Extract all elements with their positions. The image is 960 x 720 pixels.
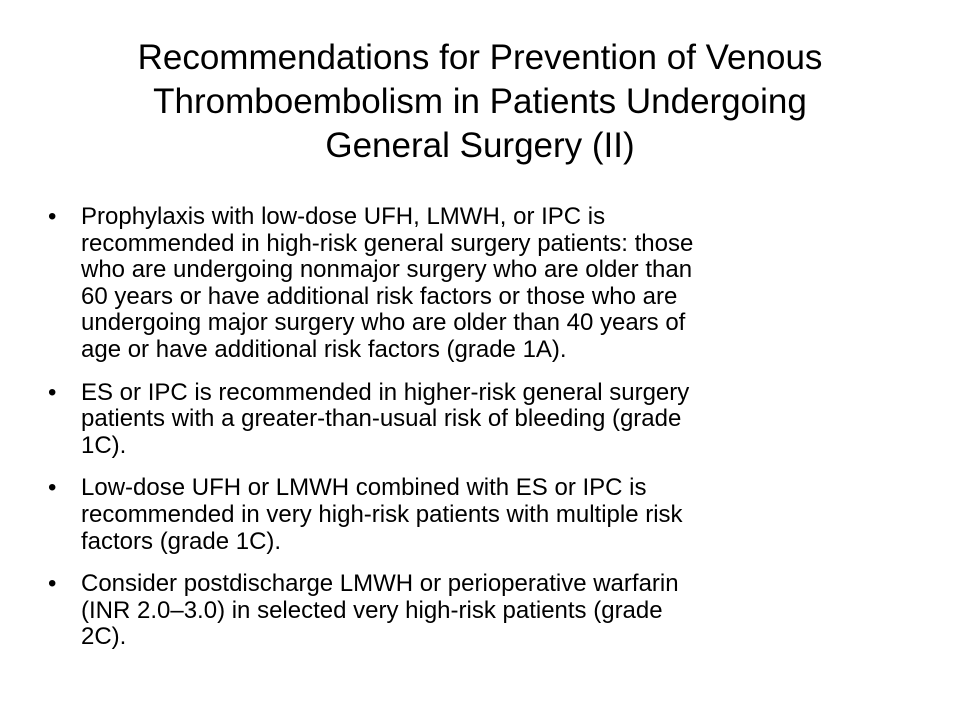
slide-title-line: Thromboembolism in Patients Undergoing: [153, 82, 807, 121]
slide-title-line: General Surgery (II): [325, 126, 635, 165]
bullet-text-line: Prophylaxis with low-dose UFH, LMWH, or IPC is: [81, 203, 606, 230]
bullet-icon: •: [48, 378, 57, 406]
bullet-text-line: recommended in high-risk general surgery patients: those: [81, 229, 694, 257]
bullet-text-line: Low-dose UFH or LMWH combined with ES or IPC is: [81, 474, 647, 502]
slide-title: [40, 36, 920, 168]
slide-title-line: Recommendations for Prevention of Venous: [137, 38, 823, 77]
bullet-text-line: recommended in very high-risk patients with multiple risk: [81, 500, 683, 528]
bullet-icon: •: [48, 474, 57, 502]
bullet-text-line: ES or IPC is recommended in higher-risk general surgery: [81, 378, 690, 406]
bullet-text-line: 2C).: [81, 623, 127, 651]
bullet-item: [48, 204, 918, 364]
bullet-item: [48, 380, 918, 460]
bullet-text-line: patients with a greater-than-usual risk of bleeding (grade: [81, 405, 682, 433]
bullet-text-line: 60 years or have additional risk factors or those who are: [81, 282, 678, 310]
bullet-text-line: undergoing major surgery who are older than 40 years of: [81, 309, 686, 337]
bullet-text-line: age or have additional risk factors (grade 1A).: [81, 335, 567, 363]
bullet-icon: •: [48, 570, 57, 598]
bullet-list: [48, 204, 918, 667]
bullet-text-line: factors (grade 1C).: [81, 527, 282, 555]
bullet-icon: •: [48, 203, 57, 230]
bullet-item: [48, 571, 918, 651]
bullet-item: [48, 475, 918, 555]
bullet-text-line: 1C).: [81, 431, 127, 459]
bullet-text-line: who are undergoing nonmajor surgery who are older than: [81, 256, 693, 284]
bullet-text-line: (INR 2.0–3.0) in selected very high-risk patients (grade: [81, 596, 663, 624]
bullet-text-line: Consider postdischarge LMWH or perioperative warfarin: [81, 570, 679, 598]
